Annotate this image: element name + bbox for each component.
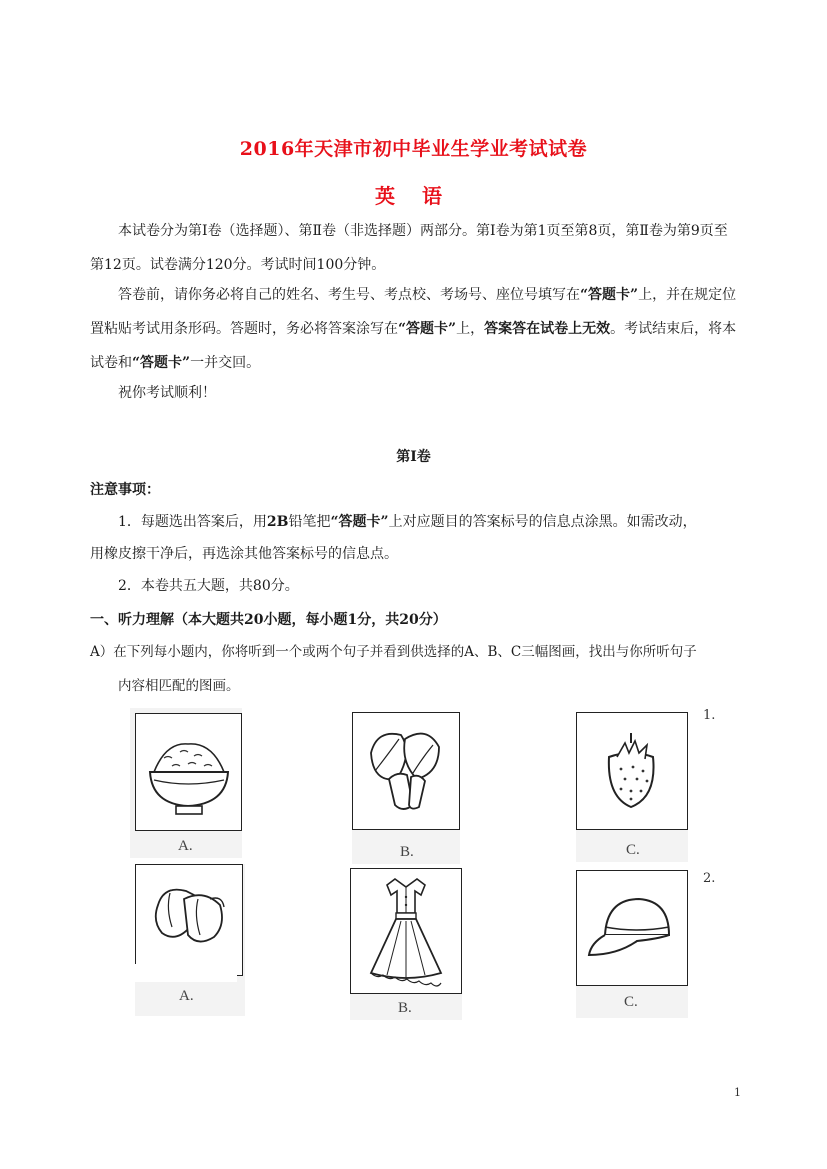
option-b-image — [350, 868, 462, 994]
section1-heading: 一、听力理解（本大题共20小题，每小题1分，共20分） — [90, 612, 447, 628]
page-number: 1 — [734, 1086, 741, 1099]
note1-text-a: 1．每题选出答案后，用 — [118, 514, 267, 530]
answer-invalid-warning: 答案答在试卷上无效 — [484, 321, 611, 337]
notes-title: 注意事项： — [90, 482, 160, 498]
option-label: C. — [626, 842, 640, 858]
question-number: 1. — [703, 708, 716, 723]
section1-instruction-line2: 内容相匹配的图画。 — [118, 678, 240, 694]
para2-text-c: 上，并在规定位置粘贴考试用条形码。答题时，务必将答案涂写在 — [90, 287, 737, 337]
answer-card-term: “答题卡” — [132, 355, 191, 371]
answer-card-term: “答题卡” — [398, 321, 457, 337]
option-c-frame — [576, 712, 688, 862]
option-b-frame — [352, 712, 460, 864]
option-c-image — [576, 712, 688, 830]
note-2: 2．本卷共五大题，共80分。 — [118, 578, 299, 594]
intro-paragraph-1: 本试卷分为第Ⅰ卷（选择题）、第Ⅱ卷（非选择题）两部分。第Ⅰ卷为第1页至第8页，第Ⅱ卷为第9页至第12页。试卷满分120分。考试时间100分钟。 — [90, 223, 728, 273]
note1-text-c: 铅笔把 — [288, 514, 331, 530]
pencil-type: 2B — [266, 514, 289, 530]
option-label: C. — [624, 994, 638, 1010]
option-c-image — [576, 870, 688, 986]
para2-text-i: 一并交回。 — [190, 355, 261, 371]
rice-bowl-icon — [136, 714, 241, 830]
para2-text-e: 上， — [456, 321, 485, 337]
option-label: A. — [178, 838, 193, 854]
gloves-icon — [136, 865, 242, 975]
option-b-frame — [350, 868, 462, 1020]
para2-text-g: 。考试结束后，将本试卷和 — [90, 321, 737, 371]
part1-heading: 第Ⅰ卷 — [396, 449, 431, 465]
option-a-frame — [130, 708, 242, 858]
option-c-frame — [576, 870, 688, 1018]
option-label: B. — [398, 1000, 412, 1016]
para2-text-a: 答卷前，请你务必将自己的姓名、考生号、考点校、考场号、座位号填写在 — [118, 287, 580, 303]
question-number: 2. — [703, 871, 716, 886]
good-luck-line: 祝你考试顺利！ — [118, 385, 216, 401]
dress-icon — [351, 869, 461, 993]
option-b-image — [352, 712, 460, 830]
note1-text-e: 上对应题目的答案标号的信息点涂黑。如需改动， — [388, 514, 697, 530]
intro-paragraph-2 — [90, 278, 740, 380]
option-a-frame — [135, 864, 245, 1016]
option-label: B. — [400, 844, 414, 860]
strawberry-icon — [577, 713, 687, 829]
note-1 — [118, 511, 758, 533]
note-1-line2: 用橡皮擦干净后，再选涂其他答案标号的信息点。 — [90, 546, 398, 562]
answer-card-term: “答题卡” — [580, 287, 639, 303]
option-label: A. — [179, 988, 194, 1004]
subject-title: 英 语 — [375, 184, 452, 208]
exam-title: 2016年天津市初中毕业生学业考试试卷 — [239, 138, 588, 160]
option-a-image — [135, 864, 243, 976]
option-a-image — [135, 713, 242, 831]
vegetable-leaves-icon — [353, 713, 459, 829]
cap-icon — [577, 871, 687, 985]
image-mask — [133, 964, 237, 982]
section1-instruction-line1: A）在下列每小题内，你将听到一个或两个句子并看到供选择的A、B、C三幅图画，找出与你所听句子 — [90, 644, 697, 660]
answer-card-term: “答题卡” — [330, 514, 389, 530]
